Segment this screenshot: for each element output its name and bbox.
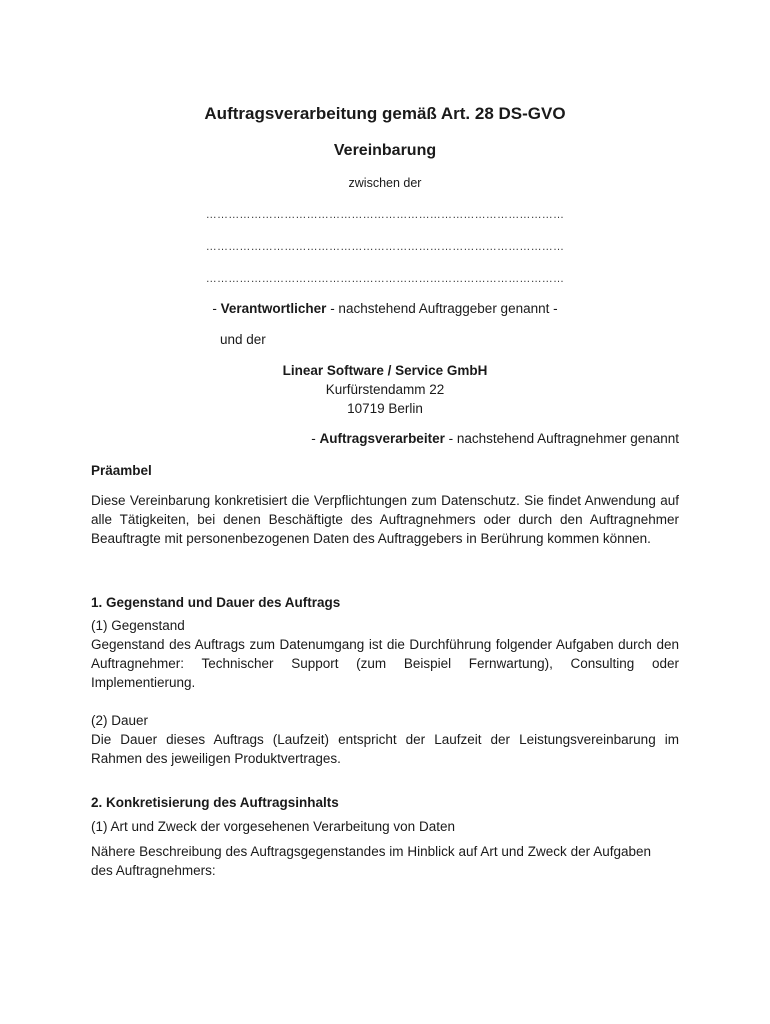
between-label: zwischen der (348, 176, 422, 190)
document-subtitle: Vereinbarung (333, 142, 437, 159)
section1-sub2-text: Die Dauer dieses Auftrags (Laufzeit) entspricht der Laufzeit der Leistungsvereinbarung im Rahmen des jeweiligen Produktvertrages. (91, 732, 679, 766)
processor-city: 10719 Berlin (347, 401, 423, 416)
blank-line-2: …………………………………………………………………………………… (205, 241, 565, 253)
processor-prefix: - (311, 431, 320, 446)
section1-sub1-text: Gegenstand des Auftrags zum Datenumgang ist die Durchführung folgender Aufgaben durch den Auftragnehmer: Technischer Support (zum Beispiel Fernwartung), Consulting oder Implementierung. (91, 637, 679, 690)
blank-line-1: …………………………………………………………………………………… (205, 209, 565, 221)
section2-sub1-label: (1) Art und Zweck der vorgesehenen Verarbeitung von Daten (91, 819, 455, 834)
processor-line (311, 429, 679, 448)
and-label: und der (220, 332, 266, 347)
section1-sub2-label: (2) Dauer (91, 713, 149, 728)
preamble-heading: Präambel (91, 463, 152, 478)
controller-prefix: - (212, 301, 221, 316)
section1-heading: 1. Gegenstand und Dauer des Auftrags (91, 595, 341, 610)
processor-role: Auftragsverarbeiter (319, 431, 445, 446)
controller-suffix: - nachstehend Auftraggeber genannt - (326, 301, 558, 316)
processor-suffix: - nachstehend Auftragnehmer genannt (444, 431, 679, 446)
document-title: Auftragsverarbeitung gemäß Art. 28 DS-GVO (204, 104, 566, 123)
controller-role: Verantwortlicher (220, 301, 327, 316)
section1-sub1-label: (1) Gegenstand (91, 618, 185, 633)
section2-heading: 2. Konkretisierung des Auftragsinhalts (91, 795, 339, 810)
controller-line (0, 299, 770, 318)
processor-street: Kurfürstendamm 22 (325, 382, 445, 397)
processor-name: Linear Software / Service GmbH (282, 363, 488, 378)
preamble-text: Diese Vereinbarung konkretisiert die Verpflichtungen zum Datenschutz. Sie findet Anwendung auf alle Tätigkeiten, bei denen Beschäftigte des Auftragnehmers oder durch den Auftragnehmer Beauftragte mit personenbezogenen Daten des Auftraggebers in Berührung kommen können. (91, 493, 679, 546)
section2-sub1-text: Nähere Beschreibung des Auftragsgegenstandes im Hinblick auf Art und Zweck der Aufgaben des Auftragnehmers: (91, 844, 651, 878)
blank-line-3: …………………………………………………………………………………… (205, 273, 565, 285)
